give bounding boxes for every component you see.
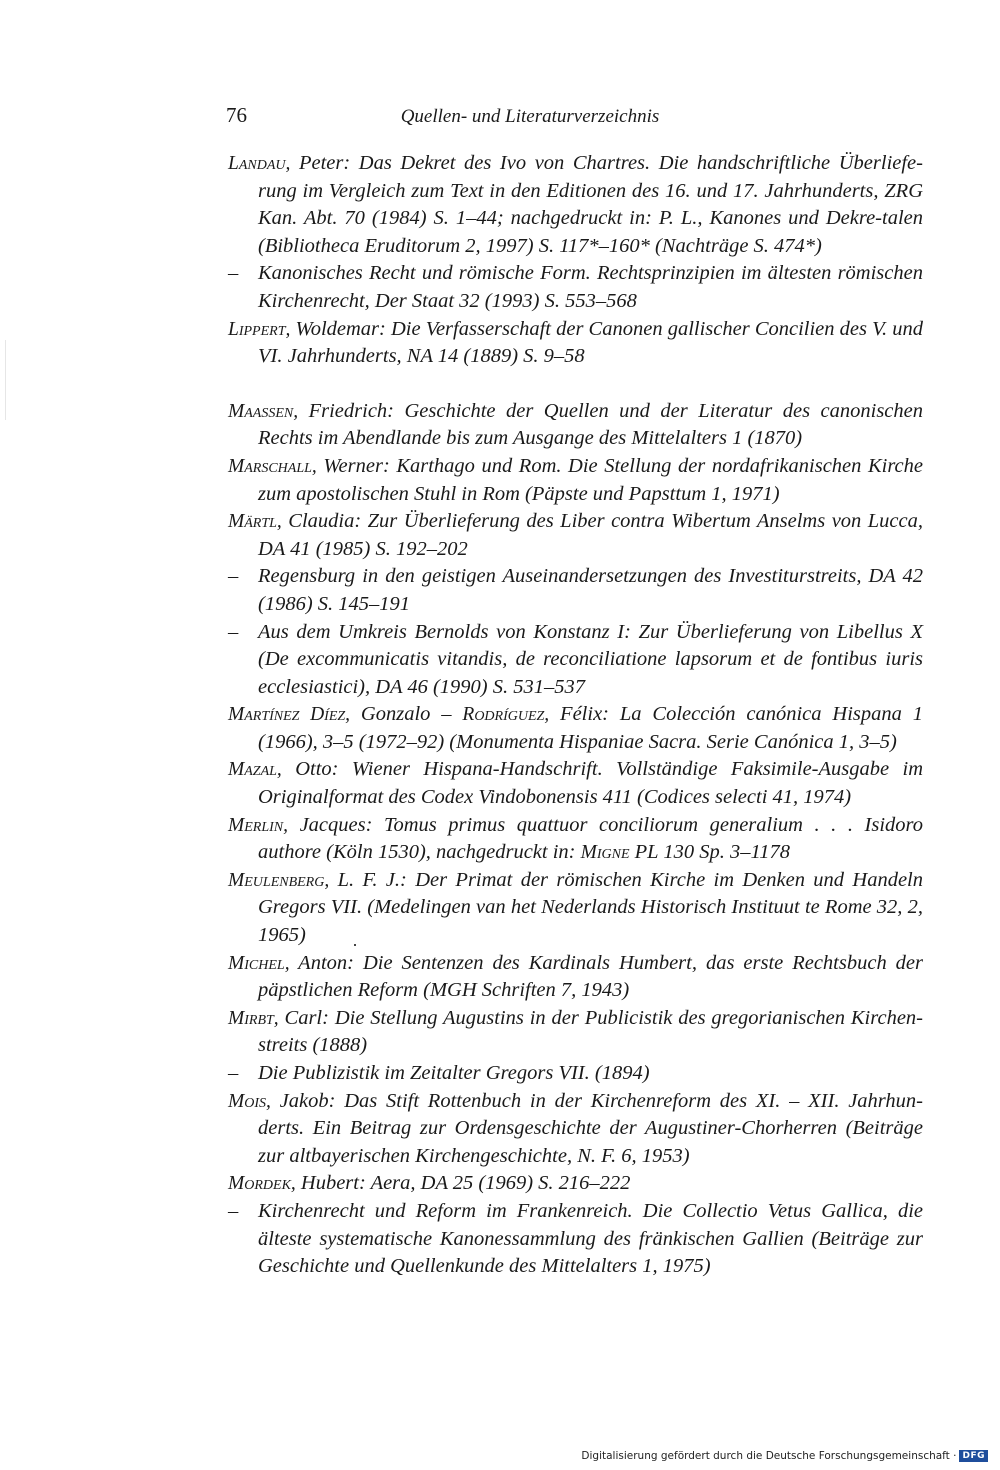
entry-text: Hubert: Aera, DA 25 (1969) S. 216–222 [295,1172,631,1195]
digitization-credit [581,1450,988,1462]
entry-text: Woldemar: Die Verfasserschaft der Canonen gallischer Concilien des V. und VI. Jahrhunderts, NA 14 (1889) S. 9–58 [258,317,923,368]
entry-text: Anton: Die Sentenzen des Kardinals Humbert, das erste Rechtsbuch der päpstlichen Reform (MGH Schriften 7, 1943) [258,951,923,1002]
author-name: Rodríguez, [462,704,550,726]
entry-text: Friedrich: Geschichte der Quellen und der Literatur des canonischen Rechts im Abendlande bis zum Ausgange des Mittelalters 1 (1870) [258,399,923,450]
dfg-logo: DFG [959,1450,988,1462]
bibliography-entry [228,1170,923,1198]
bibliography-entry [228,563,923,618]
author-name: Mois, [228,1090,271,1112]
author-name: Martínez Díez, [228,704,351,726]
bibliography-entry [228,812,923,867]
bibliography-entry [228,1088,923,1171]
bibliography-entry [228,1005,923,1060]
entry-text: Aus dem Umkreis Bernolds von Konstanz I: Zur Überlieferung von Libellus X (De excommunicatis vitandis, de reconciliatione lapsorum et de fontibus iuris ecclesiastici), DA 46 (1990) S. 531–537 [258,620,923,698]
entry-text: L. F. J.: Der Primat der römischen Kirche im Denken und Handeln Gregors VII. (Medelingen van het Nederlands Historisch Instituut te Rome 32, 2, 1965) [258,868,923,947]
entry-text: Claudia: Zur Überlieferung des Liber contra Wibertum Anselms von Lucca, DA 41 (1985) S. 192–202 [258,510,923,560]
author-name: Mordek, [228,1173,296,1195]
author-name: Migne [580,842,630,864]
bibliography-entry [228,398,923,453]
credit-text: Digitalisierung gefördert durch die Deutsche Forschungsgemeinschaft · [581,1450,957,1462]
entry-text: Die Publizistik im Zeitalter Gregors VII. (1894) [258,1062,650,1084]
entry-text: Jacques: Tomus primus quattuor conciliorum generalium . . . Isidoro authore (Köln 1530), nachgedruckt in: [258,813,923,864]
bibliography-entry [228,867,923,950]
author-name: Maassen, [228,400,299,422]
ditto-dash: – [228,620,239,643]
bibliography-entry [228,1060,923,1088]
entry-text: Carl: Die Stellung Augustins in der Publicistik des gregorianischen Kirchen-streits (1888) [258,1006,923,1057]
bibliography-entry [228,701,923,756]
ditto-dash: – [228,565,239,588]
entry-text: Kanonisches Recht und römische Form. Rechtsprinzipien im ältesten römischen Kirchenrecht, Der Staat 32 (1993) S. 553–568 [258,262,923,312]
entry-text: Jakob: Das Stift Rottenbuch in der Kirchenreform des XI. – XII. Jahrhun-derts. Ein Beitrag zur Ordensgeschichte der Augustiner-Chorherren (Beiträge zur altbayerischen Kirchengeschichte, N. F. 6, 1953) [258,1089,923,1167]
entry-text: PL 130 Sp. 3–1178 [629,841,790,864]
entry-text: Gonzalo – [350,703,463,726]
bibliography-entry [228,260,923,315]
bibliography-entry [228,1198,923,1281]
entry-text: Kirchenrecht und Reform im Frankenreich. Die Collectio Vetus Gallica, die älteste systematische Kanonessammlung des fränkischen Gallien (Beiträge zur Geschichte und Quellenkunde des Mittelalters 1, 1975) [258,1199,923,1278]
entry-text: Otto: Wiener Hispana-Handschrift. Vollständige Faksimile-Ausgabe im Originalformat des Codex Vindobonensis 411 (Codices selecti 41, 1974) [258,758,923,809]
ditto-dash: – [228,262,239,285]
bibliography-list [228,150,923,1281]
bibliography-entry [228,508,923,563]
author-name: Michel, [228,952,290,974]
author-name: Meulenberg, [228,869,330,891]
author-name: Landau, [228,153,291,174]
entry-text: Regensburg in den geistigen Auseinandersetzungen des Investiturstreits, DA 42 (1986) S. 145–191 [258,565,923,615]
author-name: Mazal, [228,759,282,781]
bibliography-entry [228,316,923,371]
bibliography-entry [228,150,923,260]
author-name: Lippert, [228,318,291,340]
entry-text: Peter: Das Dekret des Ivo von Chartres. Die handschriftliche Überliefe-rung im Vergleich zum Text in den Editionen des 16. und 17. Jahrhunderts, ZRG Kan. Abt. 70 (1984) S. 1–44; nachgedruckt in: P. L., Kanones und Dekre-talen (Bibliotheca Eruditorum 2, 1997) S. 117*–160* (Nachträge S. 474*) [258,152,923,257]
bibliography-entry [228,453,923,508]
bibliography-entry [228,756,923,811]
bibliography-entry [228,950,923,1005]
bibliography-entry [228,619,923,702]
entry-text: Werner: Karthago und Rom. Die Stellung der nordafrikanischen Kirche zum apostolischen Stuhl in Rom (Päpste und Papsttum 1, 1971) [258,454,923,505]
page-number: 76 [226,103,247,127]
ditto-dash: – [228,1199,239,1222]
author-name: Merlin, [228,814,289,836]
scan-margin-shadow [5,340,6,420]
author-name: Marschall, [228,455,317,477]
author-name: Märtl, [228,511,282,533]
ditto-dash: – [228,1062,239,1084]
author-name: Mirbt, [228,1007,279,1029]
running-title: Quellen- und Literaturverzeichnis [400,106,660,127]
entry-text: Félix: La Colección canónica Hispana 1 (1966), 3–5 (1972–92) (Monumenta Hispaniae Sacra. Serie Canónica 1, 3–5) [258,703,923,753]
